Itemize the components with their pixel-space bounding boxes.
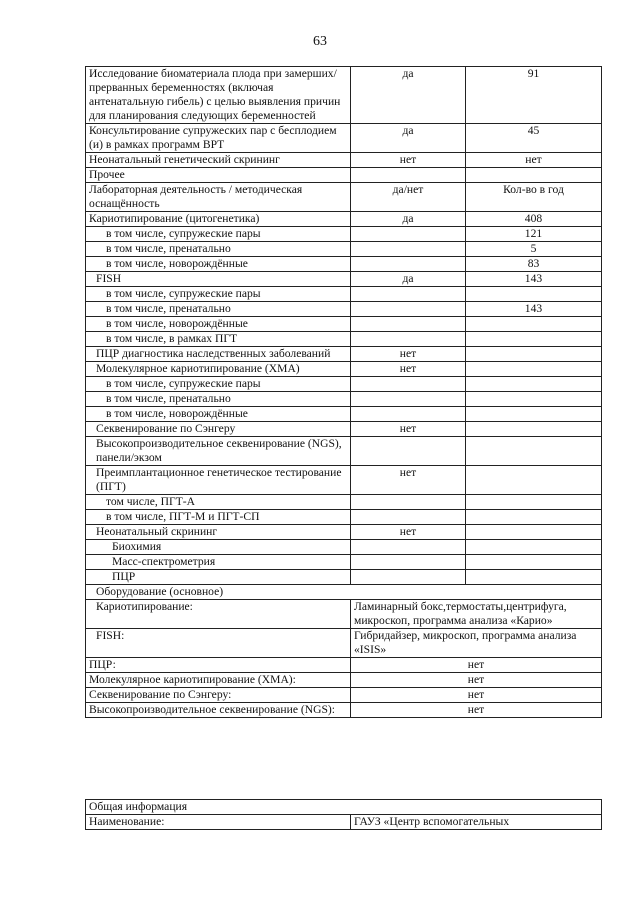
row-label: Кариотипирование (цитогенетика)	[86, 212, 351, 227]
equipment-label: Кариотипирование:	[86, 600, 351, 629]
row-label: в том числе, в рамках ПГТ	[86, 332, 351, 347]
row-yes-no	[351, 257, 466, 272]
row-label: в том числе, супружеские пары	[86, 377, 351, 392]
table-row	[86, 407, 602, 422]
table-row	[86, 257, 602, 272]
row-count: 143	[466, 302, 602, 317]
lab-activity-table	[85, 66, 602, 718]
page-number: 63	[313, 34, 327, 49]
row-count	[466, 332, 602, 347]
equipment-label: Высокопроизводительное секвенирование (NGS):	[86, 703, 351, 718]
equipment-row	[86, 658, 602, 673]
row-yes-no	[351, 437, 466, 466]
row-yes-no: да	[351, 124, 466, 153]
row-count: 5	[466, 242, 602, 257]
equipment-row	[86, 629, 602, 658]
row-yes-no	[351, 510, 466, 525]
table-row	[86, 183, 602, 212]
row-label: Лабораторная деятельность / методическая оснащённость	[86, 183, 351, 212]
general-heading-row	[86, 800, 602, 815]
row-count	[466, 555, 602, 570]
equipment-label: FISH:	[86, 629, 351, 658]
table-row	[86, 317, 602, 332]
equipment-heading-row	[86, 585, 602, 600]
row-label: в том числе, пренатально	[86, 392, 351, 407]
row-label: Биохимия	[86, 540, 351, 555]
general-heading: Общая информация	[86, 800, 602, 815]
row-count	[466, 570, 602, 585]
general-name-row	[86, 815, 602, 830]
row-count	[466, 392, 602, 407]
row-yes-no	[351, 540, 466, 555]
table-row	[86, 555, 602, 570]
row-count	[466, 510, 602, 525]
row-yes-no: нет	[351, 525, 466, 540]
table-row	[86, 540, 602, 555]
table-row	[86, 242, 602, 257]
row-label: Молекулярное кариотипирование (ХМА)	[86, 362, 351, 377]
row-yes-no	[351, 392, 466, 407]
row-label: Прочее	[86, 168, 351, 183]
row-label: в том числе, пренатально	[86, 242, 351, 257]
row-yes-no	[351, 407, 466, 422]
table-row	[86, 510, 602, 525]
row-count	[466, 377, 602, 392]
equipment-label: Секвенирование по Сэнгеру:	[86, 688, 351, 703]
row-label: Консультирование супружеских пар с бесплодием (и) в рамках программ ВРТ	[86, 124, 351, 153]
row-yes-no: да	[351, 272, 466, 287]
table-row	[86, 67, 602, 124]
table-row	[86, 495, 602, 510]
row-label: Секвенирование по Сэнгеру	[86, 422, 351, 437]
table-row	[86, 227, 602, 242]
row-yes-no	[351, 495, 466, 510]
table-row	[86, 377, 602, 392]
row-label: в том числе, ПГТ-М и ПГТ-СП	[86, 510, 351, 525]
row-yes-no	[351, 317, 466, 332]
row-yes-no	[351, 377, 466, 392]
table-row	[86, 124, 602, 153]
row-count	[466, 540, 602, 555]
row-count	[466, 495, 602, 510]
table-row	[86, 422, 602, 437]
row-count	[466, 168, 602, 183]
equipment-label: ПЦР:	[86, 658, 351, 673]
table-row	[86, 272, 602, 287]
row-yes-no	[351, 287, 466, 302]
row-label: том числе, ПГТ-А	[86, 495, 351, 510]
row-label: Неонатальный скрининг	[86, 525, 351, 540]
row-count	[466, 437, 602, 466]
table-row	[86, 168, 602, 183]
equipment-row	[86, 600, 602, 629]
row-count: 83	[466, 257, 602, 272]
equipment-value: нет	[351, 673, 602, 688]
table-row	[86, 392, 602, 407]
table-row	[86, 153, 602, 168]
row-yes-no: да	[351, 212, 466, 227]
row-label: в том числе, новорождённые	[86, 317, 351, 332]
row-label: в том числе, супружеские пары	[86, 287, 351, 302]
equipment-row	[86, 673, 602, 688]
row-yes-no	[351, 555, 466, 570]
row-label: Преимплантационное генетическое тестирование (ПГТ)	[86, 466, 351, 495]
row-label: в том числе, пренатально	[86, 302, 351, 317]
row-label: Неонатальный генетический скрининг	[86, 153, 351, 168]
row-yes-no	[351, 227, 466, 242]
row-yes-no: да	[351, 67, 466, 124]
row-yes-no	[351, 302, 466, 317]
row-yes-no: нет	[351, 422, 466, 437]
row-count	[466, 466, 602, 495]
name-value: ГАУЗ «Центр вспомогательных	[351, 815, 602, 830]
name-label: Наименование:	[86, 815, 351, 830]
row-yes-no	[351, 332, 466, 347]
row-count: 408	[466, 212, 602, 227]
row-count	[466, 347, 602, 362]
table-row	[86, 332, 602, 347]
equipment-value: нет	[351, 658, 602, 673]
row-count	[466, 287, 602, 302]
equipment-value: Ламинарный бокс,термостаты,центрифуга, микроскоп, программа анализа «Карио»	[351, 600, 602, 629]
table-row	[86, 212, 602, 227]
table-row	[86, 570, 602, 585]
row-count	[466, 362, 602, 377]
equipment-value: нет	[351, 688, 602, 703]
row-yes-no: нет	[351, 362, 466, 377]
row-count	[466, 525, 602, 540]
row-label: Масс-спектрометрия	[86, 555, 351, 570]
table-row	[86, 466, 602, 495]
row-yes-no: да/нет	[351, 183, 466, 212]
row-yes-no	[351, 570, 466, 585]
row-count: 91	[466, 67, 602, 124]
row-yes-no	[351, 168, 466, 183]
equipment-label: Молекулярное кариотипирование (ХМА):	[86, 673, 351, 688]
row-yes-no	[351, 242, 466, 257]
equipment-row	[86, 688, 602, 703]
row-count	[466, 407, 602, 422]
table-row	[86, 302, 602, 317]
table-row	[86, 287, 602, 302]
row-count: нет	[466, 153, 602, 168]
row-label: ПЦР	[86, 570, 351, 585]
row-count: 45	[466, 124, 602, 153]
row-yes-no: нет	[351, 347, 466, 362]
row-count: Кол-во в год	[466, 183, 602, 212]
equipment-row	[86, 703, 602, 718]
table-row	[86, 525, 602, 540]
table-row	[86, 347, 602, 362]
equipment-value: нет	[351, 703, 602, 718]
row-label: ПЦР диагностика наследственных заболеваний	[86, 347, 351, 362]
row-count	[466, 317, 602, 332]
row-label: в том числе, супружеские пары	[86, 227, 351, 242]
row-count: 143	[466, 272, 602, 287]
row-label: Высокопроизводительное секвенирование (NGS), панели/экзом	[86, 437, 351, 466]
row-label: FISH	[86, 272, 351, 287]
table-row	[86, 437, 602, 466]
general-info-table	[85, 799, 602, 830]
row-yes-no: нет	[351, 153, 466, 168]
equipment-heading: Оборудование (основное)	[86, 585, 602, 600]
row-label: в том числе, новорождённые	[86, 407, 351, 422]
equipment-value: Гибридайзер, микроскоп, программа анализа «ISIS»	[351, 629, 602, 658]
table-row	[86, 362, 602, 377]
row-label: в том числе, новорождённые	[86, 257, 351, 272]
row-label: Исследование биоматериала плода при замерших/прерванных беременностях (включая антенатальную гибель) с целью выявления причин для планирования следующих беременностей	[86, 67, 351, 124]
row-count	[466, 422, 602, 437]
row-yes-no: нет	[351, 466, 466, 495]
row-count: 121	[466, 227, 602, 242]
